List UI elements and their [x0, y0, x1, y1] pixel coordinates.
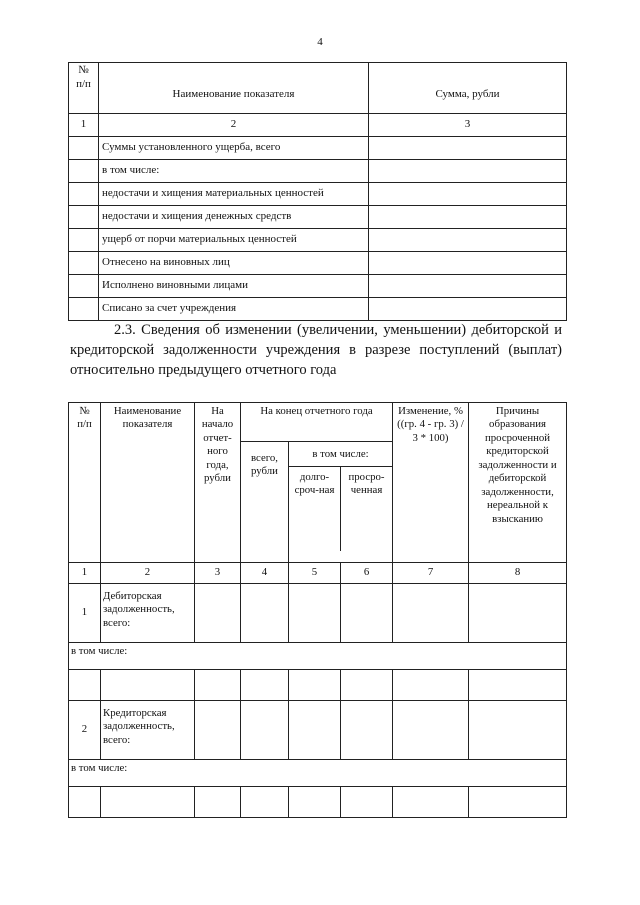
t2-header-end-group: На конец отчетного года: [241, 403, 393, 442]
t2-header-total: всего, рубли: [241, 442, 289, 563]
row-label: Дебиторская задолженность, всего:: [101, 584, 195, 643]
debt-change-table: [68, 402, 567, 818]
value-cell[interactable]: [469, 584, 567, 643]
value-cell[interactable]: [101, 670, 195, 701]
value-cell[interactable]: [393, 584, 469, 643]
t2-colnum-8: 8: [469, 563, 567, 584]
t1-header-sum: Сумма, рубли: [369, 63, 567, 114]
incl-label: в том числе:: [69, 760, 567, 787]
value-cell[interactable]: [393, 670, 469, 701]
value-cell[interactable]: [241, 670, 289, 701]
value-cell[interactable]: [289, 670, 341, 701]
t2-header-name: Наименование показателя: [101, 403, 195, 563]
t2-header-overdue: просро-ченная: [348, 471, 385, 497]
table-row: [69, 701, 567, 760]
value-cell[interactable]: [393, 787, 469, 818]
t2-colnum-7: 7: [393, 563, 469, 584]
section-heading: 2.3. Сведения об изменении (увеличении, уменьшении) дебиторской и кредиторской задолженности учреждения в разрезе поступлений (выплат) относительно предыдущего отчетного года: [70, 322, 562, 378]
t2-header-longterm: долго-сроч-ная: [289, 467, 341, 551]
table-row: [69, 160, 567, 183]
value-cell[interactable]: [101, 787, 195, 818]
row-label: недостачи и хищения материальных ценностей: [99, 183, 369, 206]
value-cell[interactable]: [341, 701, 393, 760]
t2-colnum-1: 1: [69, 563, 101, 584]
sum-cell[interactable]: [369, 298, 567, 321]
value-cell[interactable]: [195, 670, 241, 701]
value-cell[interactable]: [289, 701, 341, 760]
sum-cell[interactable]: [369, 137, 567, 160]
t2-colnum-6: 6: [341, 563, 393, 584]
row-label: Списано за счет учреждения: [99, 298, 369, 321]
table-row: [69, 298, 567, 321]
incl-label: в том числе:: [69, 643, 567, 670]
t1-colnum-3: 3: [369, 114, 567, 137]
value-cell[interactable]: [195, 584, 241, 643]
table-row: [69, 670, 567, 701]
value-cell[interactable]: [341, 787, 393, 818]
value-cell[interactable]: [241, 584, 289, 643]
row-label: Исполнено виновными лицами: [99, 275, 369, 298]
value-cell[interactable]: [241, 787, 289, 818]
value-cell[interactable]: [469, 701, 567, 760]
table-row: [69, 584, 567, 643]
t2-header-reasons: Причины образования просроченной кредиторской задолженности и дебиторской задолженности, нереальной к взысканию: [469, 403, 567, 563]
sum-cell[interactable]: [369, 252, 567, 275]
row-label: недостачи и хищения денежных средств: [99, 206, 369, 229]
row-label: Отнесено на виновных лиц: [99, 252, 369, 275]
row-label: ущерб от порчи материальных ценностей: [99, 229, 369, 252]
row-label: Кредиторская задолженность, всего:: [101, 701, 195, 760]
t2-colnum-3: 3: [195, 563, 241, 584]
value-cell[interactable]: [341, 670, 393, 701]
t1-header-name: Наименование показателя: [99, 63, 369, 114]
sum-cell[interactable]: [369, 183, 567, 206]
table-row: [69, 252, 567, 275]
row-num: 2: [69, 701, 101, 760]
t2-header-start: На начало отчет-ного года, рубли: [195, 403, 241, 563]
table-row: [69, 229, 567, 252]
value-cell[interactable]: [393, 701, 469, 760]
value-cell[interactable]: [469, 787, 567, 818]
row-label: в том числе:: [99, 160, 369, 183]
table-row: [69, 787, 567, 818]
table-row: [69, 275, 567, 298]
value-cell[interactable]: [289, 787, 341, 818]
sum-cell[interactable]: [369, 229, 567, 252]
t1-header-num: № п/п: [69, 63, 99, 114]
page-number: 4: [317, 36, 323, 48]
sum-cell[interactable]: [369, 160, 567, 183]
sum-cell[interactable]: [369, 275, 567, 298]
value-cell[interactable]: [195, 787, 241, 818]
value-cell[interactable]: [469, 670, 567, 701]
t2-header-change: Изменение, % ((гр. 4 - гр. 3) / 3 * 100): [393, 403, 469, 563]
t2-colnum-2: 2: [101, 563, 195, 584]
table-row: [69, 137, 567, 160]
value-cell[interactable]: [241, 701, 289, 760]
table-row: [69, 206, 567, 229]
value-cell[interactable]: [341, 584, 393, 643]
t1-colnum-1: 1: [69, 114, 99, 137]
t2-header-incl-wrap: [289, 442, 393, 563]
row-label: Суммы установленного ущерба, всего: [99, 137, 369, 160]
t2-header-incl-group: в том числе:: [289, 442, 392, 467]
t2-colnum-5: 5: [289, 563, 341, 584]
table-row: [69, 183, 567, 206]
t1-colnum-2: 2: [99, 114, 369, 137]
value-cell[interactable]: [289, 584, 341, 643]
t2-header-num: № п/п: [69, 403, 101, 563]
sum-cell[interactable]: [369, 206, 567, 229]
row-num: 1: [69, 584, 101, 643]
damage-table: [68, 62, 567, 321]
t2-colnum-4: 4: [241, 563, 289, 584]
value-cell[interactable]: [195, 701, 241, 760]
